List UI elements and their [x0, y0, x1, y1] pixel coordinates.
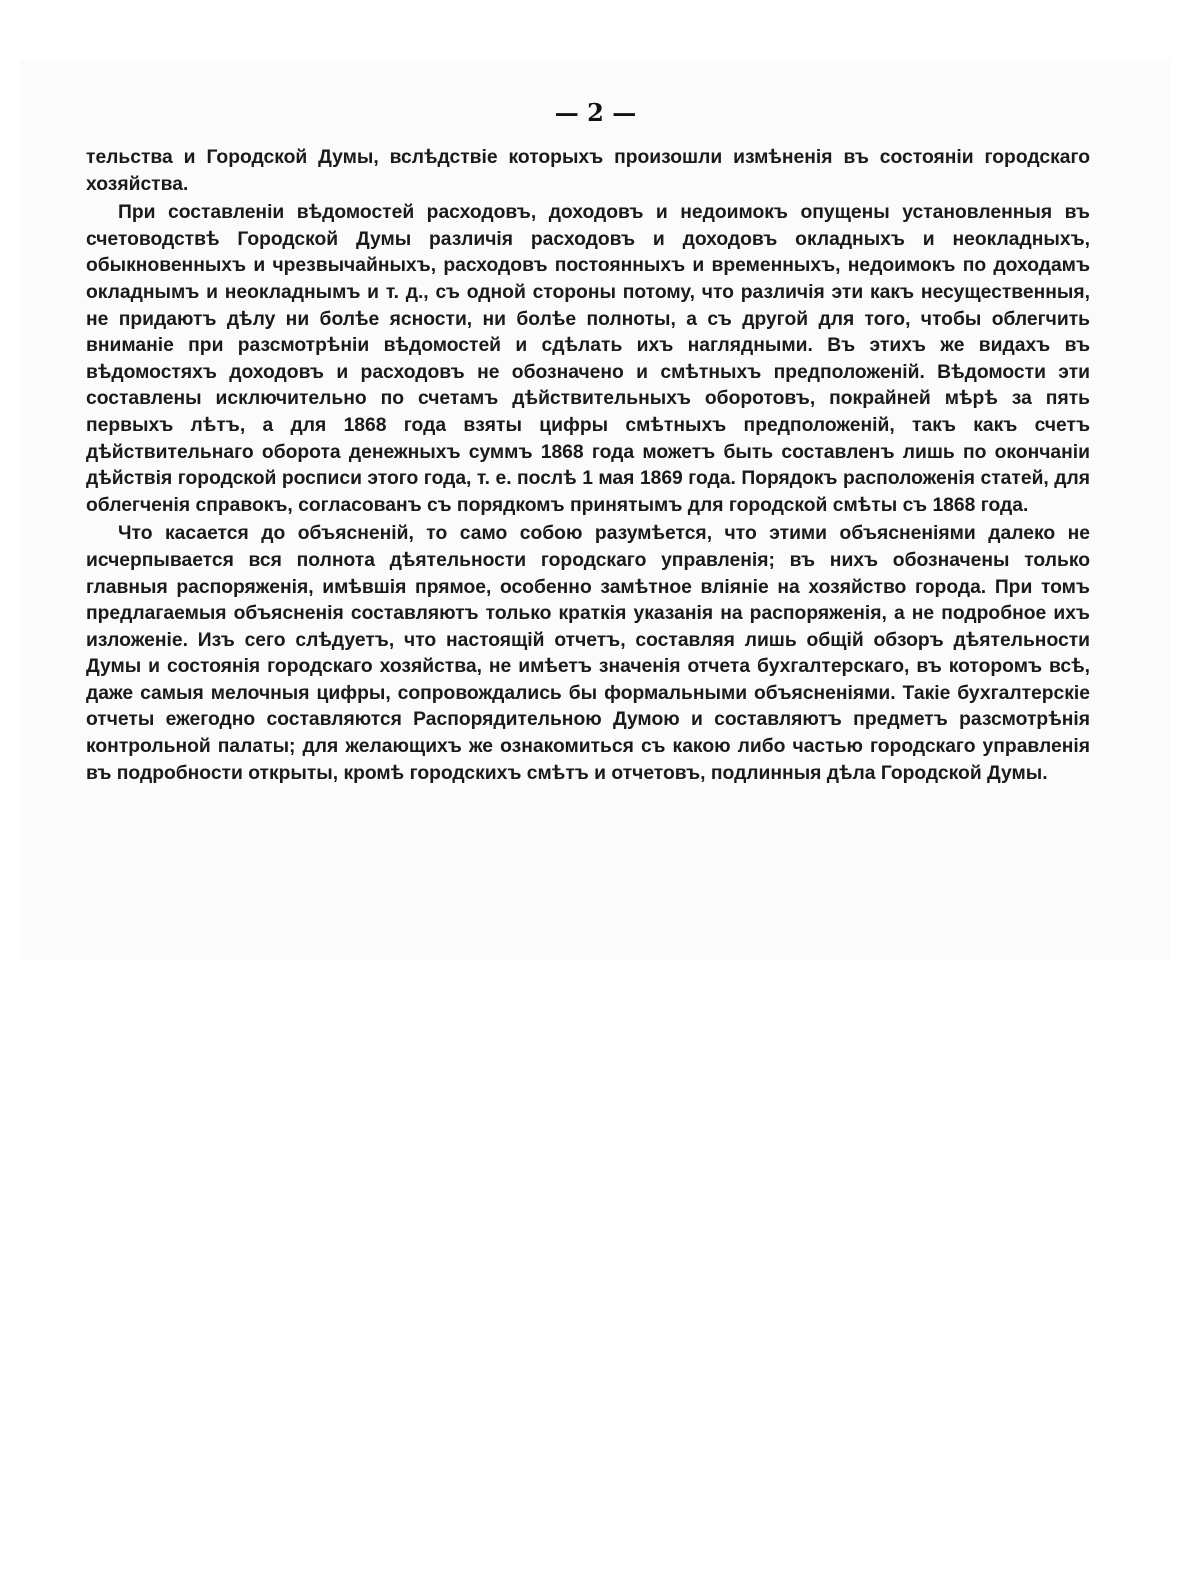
paragraph-accounting-records: При составленіи вѣдомостей расходовъ, доходовъ и недоимокъ опущены установленныя въ счетоводствѣ Городской Думы различія расходовъ и доходовъ окладныхъ и неокладныхъ, обыкновенныхъ и чрезвычайныхъ, расходовъ постоянныхъ и временныхъ, недоимокъ по доходамъ окладнымъ и неокладнымъ и т. д., съ одной стороны потому, что различія эти какъ несущественныя, не придаютъ дѣлу ни болѣе ясности, ни болѣе полноты, а съ другой для того, чтобы облегчить вниманіе при разсмотрѣніи вѣдомостей и сдѣлать ихъ наглядными. Въ этихъ же видахъ въ вѣдомостяхъ доходовъ и расходовъ не обозначено и смѣтныхъ предположеній. Вѣдомости эти составлены исключительно по счетамъ дѣйствительныхъ оборотовъ, покрайней мѣрѣ за пять первыхъ лѣтъ, а для 1868 года взяты цифры смѣтныхъ предположеній, такъ какъ счетъ дѣйствительнаго оборота денежныхъ суммъ 1868 года можетъ быть составленъ лишь по окончаніи дѣйствія городской росписи этого года, т. е. послѣ 1 мая 1869 года. Порядокъ расположенія статей, для облегченія справокъ, согласованъ съ порядкомъ принятымъ для городской смѣты съ 1868 года.	[86, 202, 1090, 516]
page-number: — 2 —	[554, 98, 637, 127]
body-text	[86, 145, 1090, 789]
paragraph-explanations: Что касается до объясненій, то само собою разумѣется, что этими объясненіями далеко не исчерпывается вся полнота дѣятельности городскаго управленія; въ нихъ обозначены только главныя распоряженія, имѣвшія прямое, особенно замѣтное вліяніе на хозяйство города. При томъ предлагаемыя объясненія составляютъ только краткія указанія на распоряженія, а не подробное ихъ изложеніе. Изъ сего слѣдуетъ, что настоящій отчетъ, составляя лишь общій обзоръ дѣятельности Думы и состоянія городскаго хозяйства, не имѣетъ значенія отчета бухгалтерскаго, въ которомъ всѣ, даже самыя мелочныя цифры, сопровождались бы формальными объясненіями. Такіе бухгалтерскіе отчеты ежегодно составляются Распорядительною Думою и составляютъ предметъ разсмотрѣнія контрольной палаты; для желающихъ же ознакомиться съ какою либо частью городскаго управленія въ подробности открыты, кромѣ городскихъ смѣтъ и отчетовъ, подлинныя дѣла Городской Думы.	[86, 523, 1090, 784]
paragraph-continued: тельства и Городской Думы, вслѣдствіе которыхъ произошли измѣненія въ состояніи городскаго хозяйства.	[86, 147, 1090, 195]
